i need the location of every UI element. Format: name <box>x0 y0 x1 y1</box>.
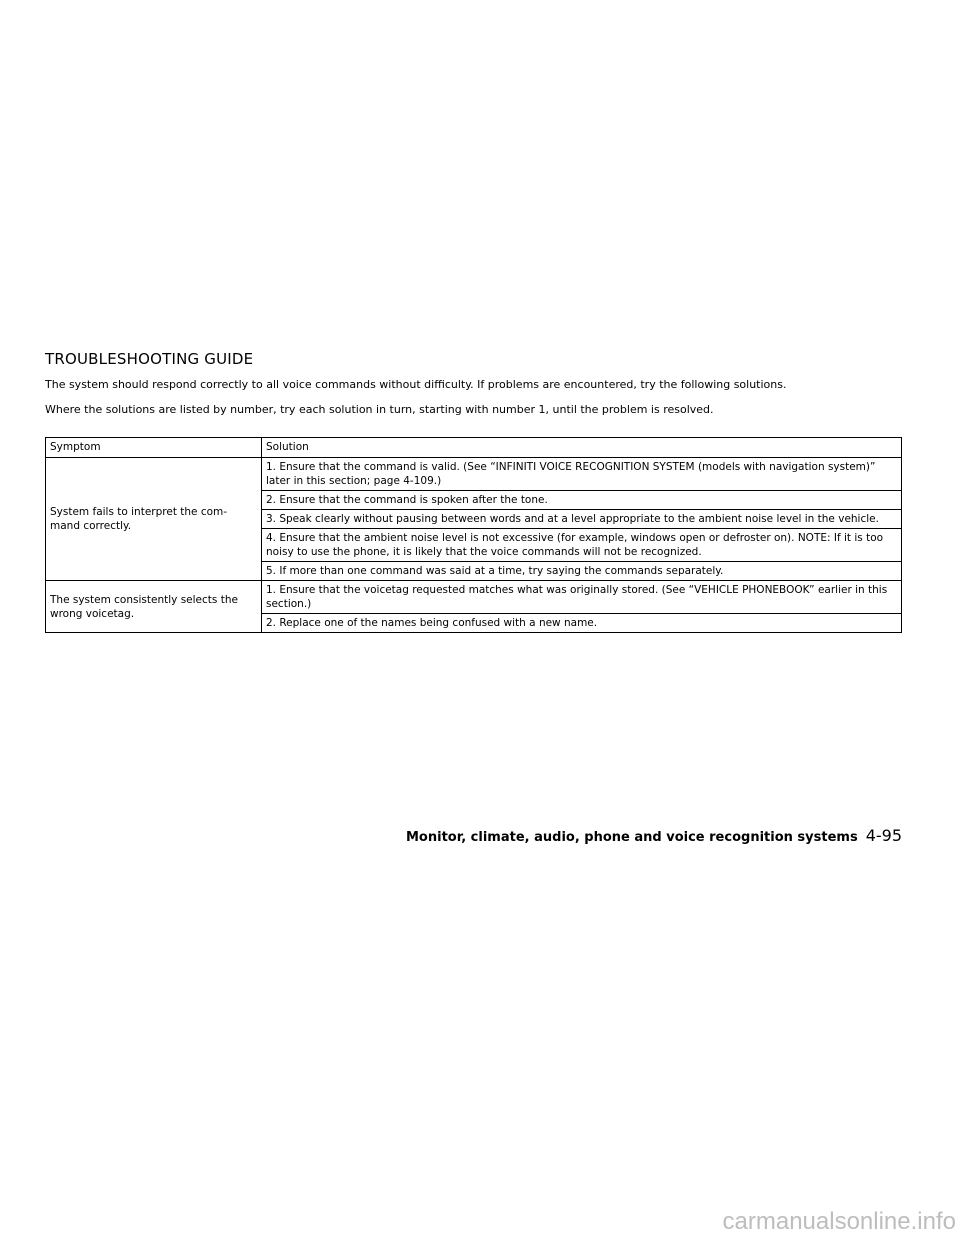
section-title: TROUBLESHOOTING GUIDE <box>45 350 254 368</box>
symptom-cell <box>46 458 262 581</box>
watermark: carmanualsonline.info <box>722 1208 956 1235</box>
symptom-text: The system consistently selects the wrong voicetag. <box>50 593 238 620</box>
table-row <box>46 458 902 491</box>
symptom-cell <box>46 581 262 633</box>
instruction-paragraph: Where the solutions are listed by number, try each solution in turn, starting with number 1, until the problem is resolved. <box>45 403 714 416</box>
chapter-title: Monitor, climate, audio, phone and voice recognition systems <box>405 830 858 845</box>
solution-cell: 2. Replace one of the names being confused with a new name. <box>262 614 902 633</box>
solution-cell: 4. Ensure that the ambient noise level is not excessive (for example, windows open or defroster on). NOTE: If it is too noisy to use the phone, it is likely that the voice commands will not be recognized. <box>262 529 902 562</box>
table-header-row <box>46 438 902 458</box>
solution-cell: 2. Ensure that the command is spoken after the tone. <box>262 491 902 510</box>
solution-cell: 1. Ensure that the command is valid. (See “INFINITI VOICE RECOGNITION SYSTEM (models with navigation system)” later in this section; page 4-109.) <box>262 458 902 491</box>
solution-cell: 1. Ensure that the voicetag requested matches what was originally stored. (See “VEHICLE PHONEBOOK” earlier in this section.) <box>262 581 902 614</box>
intro-paragraph: The system should respond correctly to all voice commands without difficulty. If problems are encountered, try the following solutions. <box>45 378 787 391</box>
solution-cell: 5. If more than one command was said at a time, try saying the commands separately. <box>262 562 902 581</box>
table-row <box>46 581 902 614</box>
header-solution: Solution <box>262 438 902 458</box>
troubleshooting-table <box>45 437 902 633</box>
page-footer <box>406 826 902 845</box>
header-symptom: Symptom <box>46 438 262 458</box>
page-number: 4-95 <box>865 826 902 845</box>
solution-cell: 3. Speak clearly without pausing between words and at a level appropriate to the ambient noise level in the vehicle. <box>262 510 902 529</box>
symptom-text: System fails to interpret the com- mand correctly. <box>50 506 228 532</box>
